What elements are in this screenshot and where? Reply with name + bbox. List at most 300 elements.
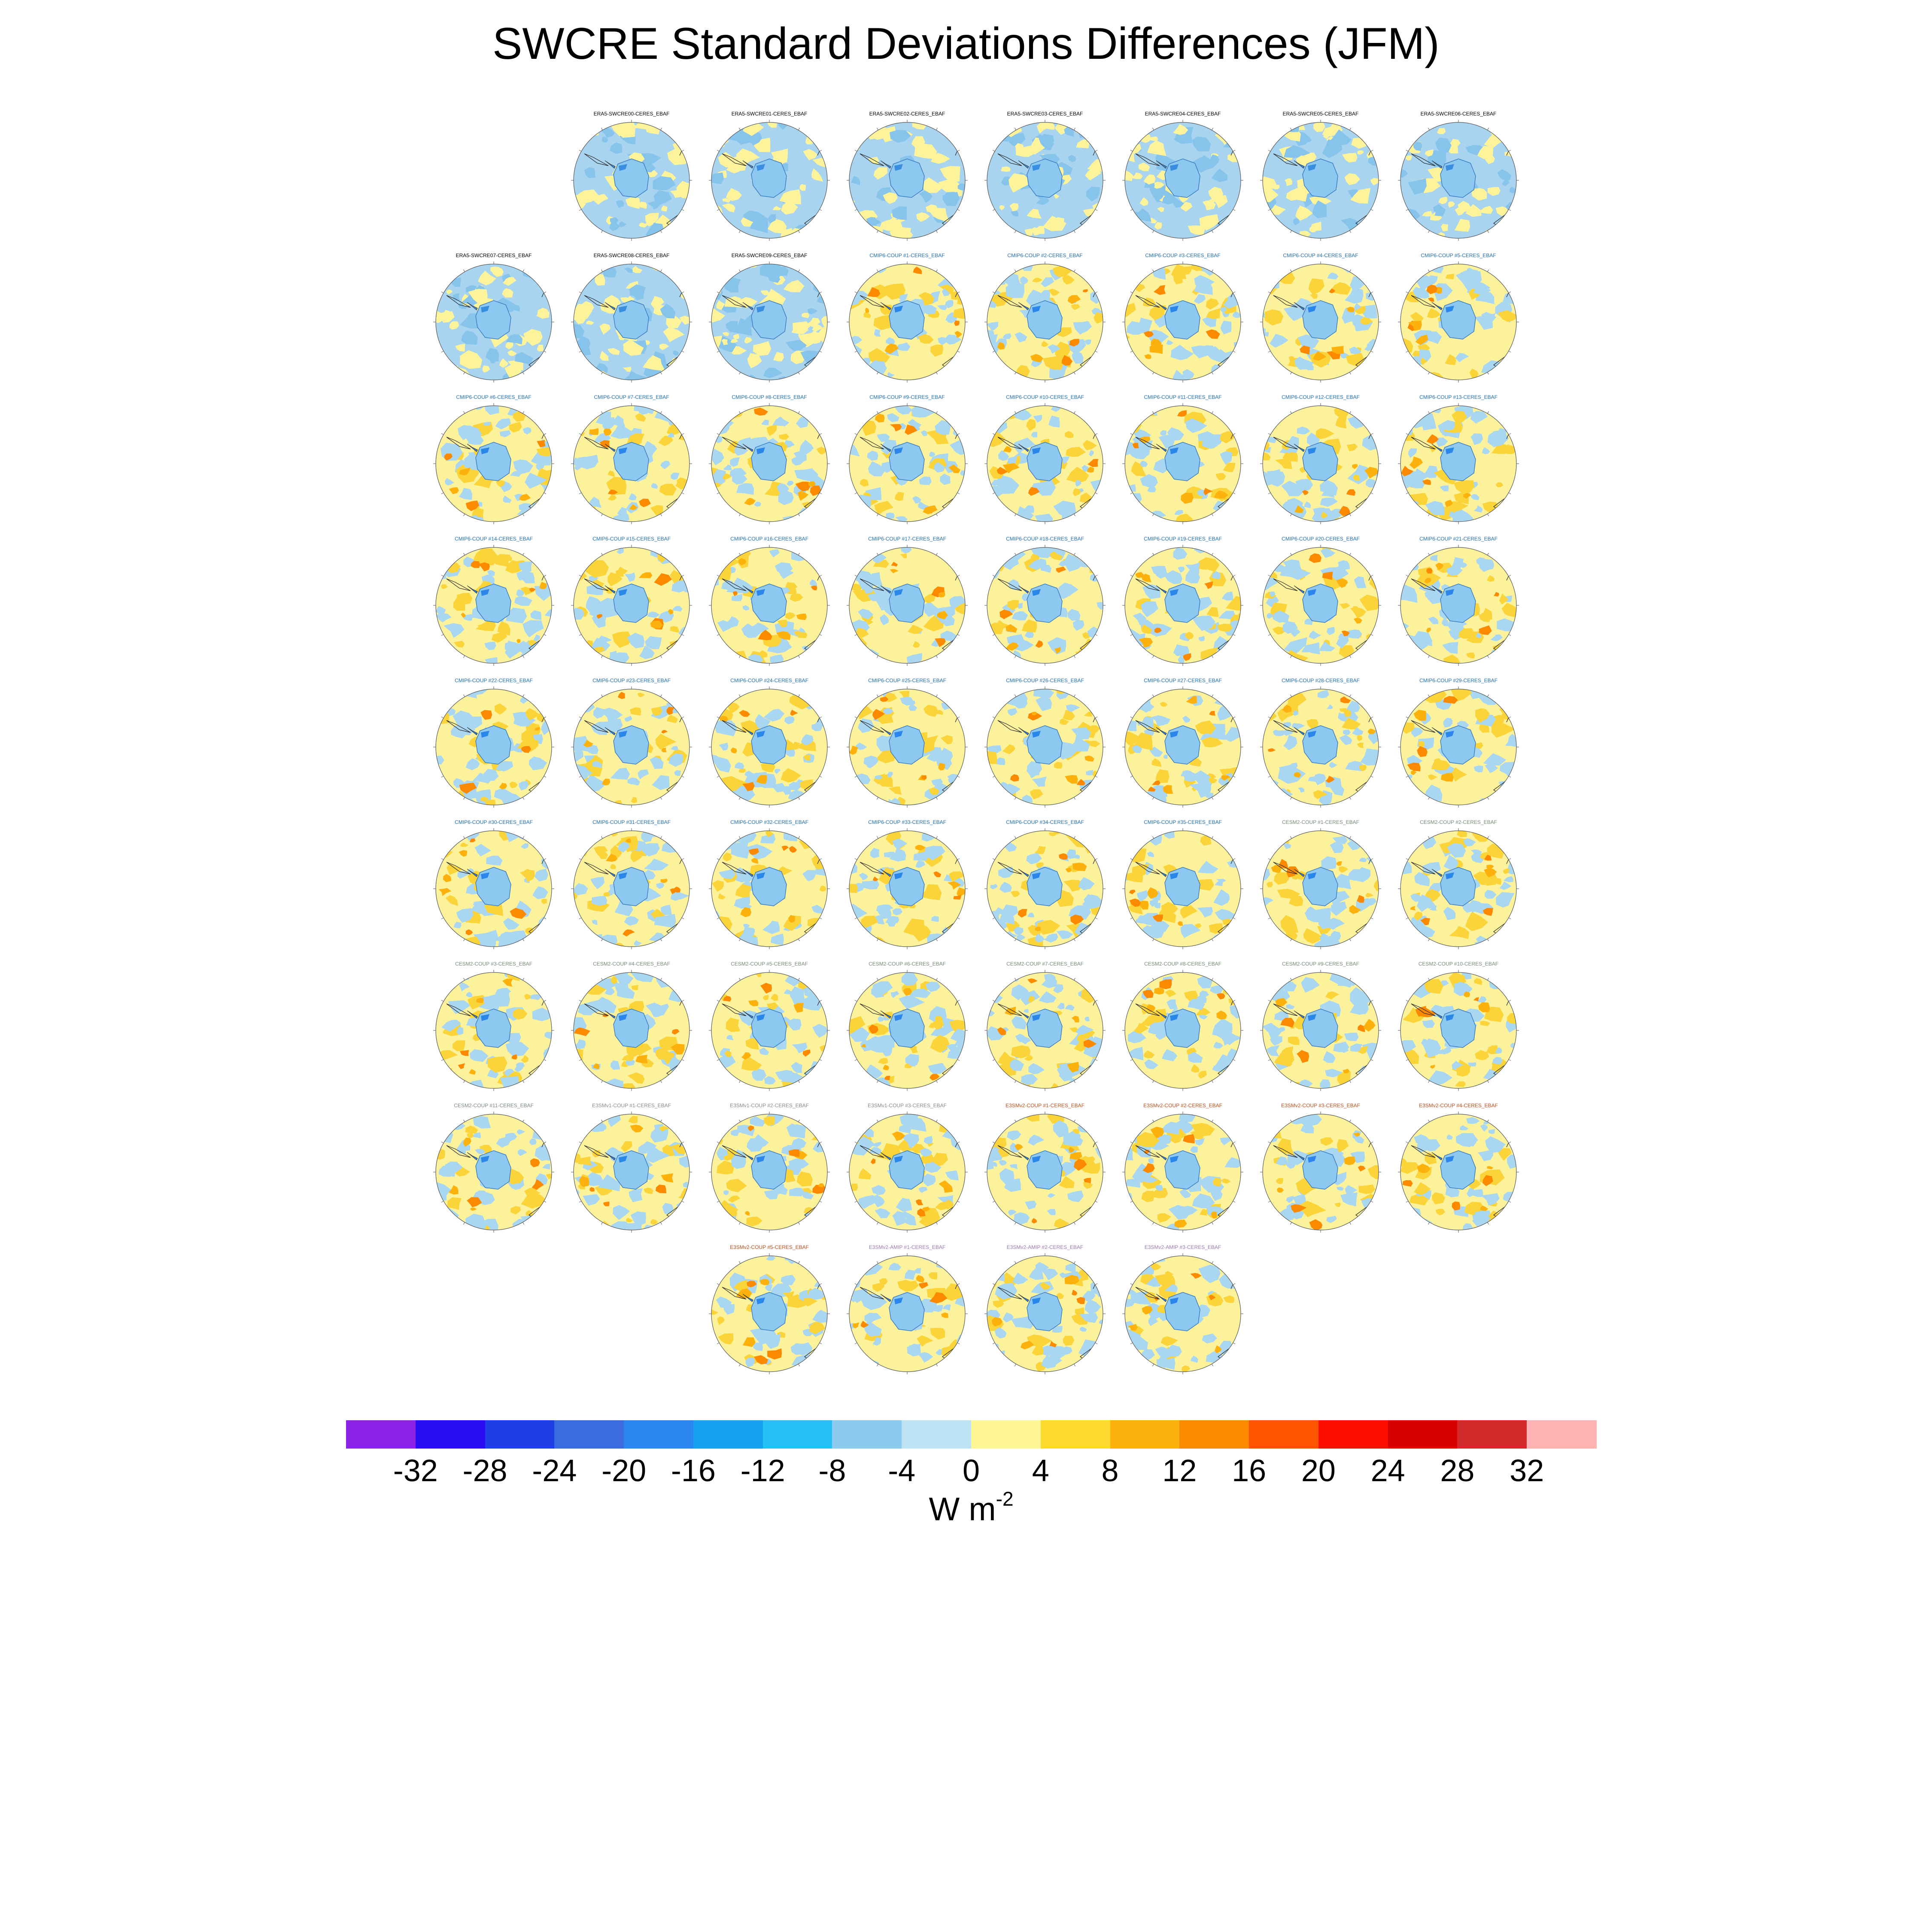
field-patch (952, 829, 969, 844)
field-patch (1001, 167, 1010, 172)
longitude-tick (993, 1142, 995, 1143)
field-patch (943, 1112, 969, 1127)
field-patch (847, 656, 860, 667)
longitude-tick (1428, 514, 1430, 516)
longitude-tick (682, 918, 684, 919)
panel-title: CMIP6-COUP #21-CERES_EBAF (1419, 536, 1498, 542)
longitude-tick (1291, 270, 1292, 272)
field-patch (1091, 219, 1100, 227)
longitude-tick (1428, 270, 1430, 272)
longitude-tick (579, 434, 581, 435)
longitude-tick (1130, 918, 1133, 919)
longitude-tick (661, 797, 662, 799)
field-patch (805, 932, 822, 949)
field-patch (953, 549, 966, 563)
longitude-tick (877, 836, 878, 838)
longitude-tick (1291, 411, 1292, 413)
field-patch (854, 495, 871, 507)
longitude-tick (579, 493, 581, 494)
longitude-tick (1233, 1060, 1235, 1061)
longitude-tick (1212, 128, 1213, 130)
longitude-tick (717, 776, 719, 778)
longitude-tick (957, 575, 960, 577)
longitude-tick (877, 514, 878, 516)
longitude-tick (1509, 635, 1511, 636)
field-patch (1090, 1113, 1109, 1128)
map-panel (567, 394, 696, 536)
field-patch (729, 1085, 737, 1091)
field-patch (712, 1077, 720, 1083)
longitude-tick (855, 150, 857, 152)
field-patch (1094, 368, 1107, 375)
longitude-tick (464, 939, 465, 941)
field-patch (1502, 280, 1510, 285)
longitude-tick (855, 1201, 857, 1203)
longitude-tick (936, 128, 938, 130)
field-patch (1124, 493, 1142, 504)
longitude-tick (1233, 1000, 1235, 1002)
map-panel (567, 677, 696, 819)
longitude-tick (1153, 978, 1154, 980)
longitude-tick (1095, 1201, 1097, 1203)
panel-title: CESM2-COUP #11-CERES_EBAF (454, 1103, 534, 1109)
field-patch (1364, 259, 1385, 279)
field-patch (853, 216, 866, 226)
panel-title: E3SMv1-COUP #2-CERES_EBAF (730, 1103, 809, 1109)
longitude-tick (1015, 695, 1016, 697)
polar-map (705, 258, 834, 391)
field-patch (573, 643, 586, 652)
longitude-tick (1371, 351, 1373, 352)
field-patch (869, 684, 879, 695)
longitude-tick (936, 1120, 938, 1122)
field-patch (1135, 697, 1151, 711)
longitude-tick (936, 372, 938, 374)
field-patch (655, 120, 660, 125)
longitude-tick (464, 514, 465, 516)
field-patch (1360, 364, 1378, 374)
field-patch (1088, 546, 1106, 559)
longitude-tick (717, 717, 719, 718)
field-patch (1414, 375, 1422, 383)
longitude-tick (579, 1000, 581, 1002)
field-patch (1500, 692, 1513, 702)
field-patch (1404, 424, 1412, 431)
longitude-tick (1406, 210, 1408, 211)
longitude-tick (1074, 1222, 1075, 1224)
map-panel (1256, 111, 1385, 252)
longitude-tick (820, 434, 822, 435)
longitude-tick (855, 859, 857, 860)
polar-map (567, 1108, 696, 1241)
panel-title: CMIP6-COUP #35-CERES_EBAF (1144, 819, 1222, 825)
longitude-tick (717, 859, 719, 860)
field-patch (1118, 267, 1131, 279)
longitude-tick (1371, 776, 1373, 778)
field-patch (1087, 1208, 1104, 1223)
longitude-tick (1291, 128, 1292, 130)
field-patch (954, 783, 963, 789)
longitude-tick (993, 575, 995, 577)
field-patch (943, 656, 958, 667)
longitude-tick (1015, 836, 1016, 838)
longitude-tick (523, 1081, 524, 1083)
field-patch (1213, 123, 1221, 130)
longitude-tick (1509, 210, 1511, 211)
field-patch (1233, 829, 1247, 841)
longitude-tick (1095, 1142, 1097, 1143)
map-panel (1118, 1103, 1247, 1244)
polar-map (705, 966, 834, 1099)
field-patch (1355, 693, 1364, 702)
longitude-tick (1153, 411, 1154, 413)
field-patch (1008, 261, 1019, 270)
field-patch (927, 258, 939, 270)
longitude-tick (936, 514, 938, 516)
longitude-tick (1268, 859, 1270, 860)
longitude-tick (855, 493, 857, 494)
field-patch (592, 969, 606, 978)
longitude-tick (877, 939, 878, 941)
longitude-tick (1509, 493, 1511, 494)
panel-title: CMIP6-COUP #22-CERES_EBAF (455, 677, 533, 683)
field-patch (791, 548, 812, 562)
field-patch (1493, 234, 1506, 243)
field-patch (676, 654, 689, 662)
field-patch (1395, 928, 1405, 937)
longitude-tick (1406, 1000, 1408, 1002)
field-patch (430, 371, 445, 382)
longitude-tick (441, 1060, 444, 1061)
panel-title: CMIP6-COUP #27-CERES_EBAF (1144, 677, 1222, 683)
longitude-tick (993, 1201, 995, 1203)
longitude-tick (799, 978, 800, 980)
longitude-tick (820, 635, 822, 636)
longitude-tick (1371, 434, 1373, 435)
longitude-tick (855, 575, 857, 577)
polar-map (843, 824, 972, 957)
longitude-tick (799, 1081, 800, 1083)
longitude-tick (957, 150, 960, 152)
panel-title: CMIP6-COUP #32-CERES_EBAF (730, 819, 808, 825)
longitude-tick (1095, 434, 1097, 435)
field-patch (539, 411, 558, 430)
map-panel (1118, 677, 1247, 819)
map-panel (1256, 252, 1385, 394)
longitude-tick (1212, 939, 1213, 941)
field-patch (812, 1078, 828, 1094)
panel-title: CMIP6-COUP #1-CERES_EBAF (869, 252, 945, 258)
field-patch (950, 801, 957, 808)
field-patch (1233, 552, 1244, 561)
longitude-tick (1095, 859, 1097, 860)
field-patch (520, 1216, 541, 1229)
field-patch (1094, 988, 1109, 1003)
field-patch (1121, 643, 1137, 654)
longitude-tick (1291, 553, 1292, 555)
field-patch (1408, 228, 1426, 246)
map-panel (429, 677, 558, 819)
longitude-tick (1428, 372, 1430, 374)
field-patch (939, 793, 949, 801)
panel-title: CMIP6-COUP #19-CERES_EBAF (1144, 536, 1222, 542)
panel-title: CESM2-COUP #5-CERES_EBAF (731, 961, 808, 967)
longitude-tick (855, 1000, 857, 1002)
longitude-tick (661, 514, 662, 516)
longitude-tick (1268, 1060, 1270, 1061)
longitude-tick (544, 434, 546, 435)
polar-map (1118, 683, 1247, 816)
longitude-tick (1428, 411, 1430, 413)
longitude-tick (1350, 836, 1351, 838)
longitude-tick (1488, 1081, 1489, 1083)
field-patch (526, 372, 537, 380)
longitude-tick (682, 351, 684, 352)
longitude-tick (544, 1060, 546, 1061)
field-patch (1274, 651, 1285, 657)
longitude-tick (1153, 1081, 1154, 1083)
polar-map (705, 116, 834, 249)
field-patch (453, 800, 471, 811)
longitude-tick (957, 351, 960, 352)
longitude-tick (957, 493, 960, 494)
longitude-tick (877, 372, 878, 374)
field-patch (450, 1222, 468, 1236)
field-patch (541, 841, 559, 857)
longitude-tick (1488, 514, 1489, 516)
longitude-tick (936, 836, 938, 838)
polar-map (429, 683, 558, 816)
longitude-tick (1212, 1081, 1213, 1083)
map-panel (1256, 394, 1385, 536)
field-patch (429, 271, 449, 286)
field-patch (446, 406, 458, 416)
field-patch (843, 495, 857, 510)
field-patch (1362, 1082, 1370, 1086)
field-patch (1094, 357, 1109, 373)
longitude-tick (993, 150, 995, 152)
longitude-tick (579, 1060, 581, 1061)
longitude-tick (1015, 1120, 1016, 1122)
longitude-tick (877, 797, 878, 799)
field-patch (708, 565, 731, 580)
map-panel (429, 536, 558, 677)
field-patch (742, 258, 758, 268)
field-patch (1118, 503, 1135, 513)
longitude-tick (464, 656, 465, 658)
panel-title: E3SMv2-COUP #2-CERES_EBAF (1143, 1103, 1222, 1109)
field-patch (1492, 799, 1504, 809)
longitude-tick (661, 695, 662, 697)
field-patch (437, 1113, 453, 1127)
panel-title: CMIP6-COUP #5-CERES_EBAF (1421, 252, 1496, 258)
field-patch (1489, 264, 1495, 270)
field-patch (957, 1136, 966, 1142)
longitude-tick (1406, 1060, 1408, 1061)
polar-map (1118, 258, 1247, 391)
longitude-tick (1212, 836, 1213, 838)
panel-title: CMIP6-COUP #24-CERES_EBAF (730, 677, 808, 683)
field-patch (1215, 692, 1232, 706)
panel-title: CMIP6-COUP #17-CERES_EBAF (868, 536, 946, 542)
field-patch (847, 884, 858, 893)
longitude-tick (877, 270, 878, 272)
longitude-tick (1406, 150, 1408, 152)
longitude-tick (1130, 575, 1133, 577)
longitude-tick (936, 553, 938, 555)
field-patch (848, 1076, 857, 1083)
longitude-tick (1015, 1222, 1016, 1224)
longitude-tick (855, 210, 857, 211)
field-patch (950, 654, 960, 660)
field-patch (1083, 403, 1091, 410)
longitude-tick (601, 514, 603, 516)
longitude-tick (957, 635, 960, 636)
longitude-tick (544, 351, 546, 352)
longitude-tick (1350, 553, 1351, 555)
field-patch (1395, 914, 1407, 923)
field-patch (810, 1080, 823, 1089)
polar-map (429, 966, 558, 1099)
field-patch (622, 1083, 635, 1092)
field-patch (440, 544, 450, 553)
longitude-tick (799, 553, 800, 555)
longitude-tick (1291, 656, 1292, 658)
field-patch (473, 516, 484, 526)
map-panel (1394, 961, 1523, 1103)
longitude-tick (1428, 553, 1430, 555)
longitude-tick (993, 918, 995, 919)
field-patch (1394, 126, 1415, 141)
longitude-tick (441, 292, 444, 293)
polar-map (567, 966, 696, 1099)
longitude-tick (1015, 514, 1016, 516)
longitude-tick (682, 575, 684, 577)
field-patch (1085, 542, 1103, 560)
field-patch (1397, 690, 1416, 705)
longitude-tick (1509, 575, 1511, 577)
longitude-tick (1212, 695, 1213, 697)
longitude-tick (799, 656, 800, 658)
field-patch (1090, 648, 1099, 654)
field-patch (675, 1072, 692, 1087)
longitude-tick (523, 270, 524, 272)
field-patch (442, 365, 459, 377)
polar-map (1118, 116, 1247, 249)
map-panel (981, 111, 1109, 252)
map-panel (1394, 252, 1523, 394)
field-patch (1121, 277, 1133, 287)
field-patch (1074, 687, 1084, 693)
longitude-tick (1153, 656, 1154, 658)
longitude-tick (820, 859, 822, 860)
field-patch (1093, 226, 1109, 240)
field-patch (430, 563, 446, 580)
field-patch (711, 558, 726, 569)
longitude-tick (855, 1142, 857, 1143)
field-patch (847, 837, 866, 854)
longitude-tick (464, 1120, 465, 1122)
longitude-tick (1509, 1060, 1511, 1061)
polar-map (1256, 541, 1385, 674)
field-patch (1503, 358, 1517, 369)
longitude-tick (682, 776, 684, 778)
field-patch (706, 984, 719, 992)
polar-map (567, 541, 696, 674)
field-patch (1507, 269, 1522, 280)
polar-map (843, 399, 972, 532)
longitude-tick (682, 717, 684, 718)
longitude-tick (1095, 493, 1097, 494)
longitude-tick (739, 372, 741, 374)
panel-title: CMIP6-COUP #4-CERES_EBAF (1283, 252, 1358, 258)
longitude-tick (855, 1060, 857, 1061)
polar-map (981, 1108, 1109, 1241)
polar-map (705, 824, 834, 957)
longitude-tick (1350, 939, 1351, 941)
field-patch (708, 119, 723, 133)
longitude-tick (579, 859, 581, 860)
longitude-tick (601, 656, 603, 658)
longitude-tick (1074, 797, 1075, 799)
longitude-tick (1095, 635, 1097, 636)
field-patch (1231, 369, 1247, 382)
longitude-tick (523, 695, 524, 697)
field-patch (817, 565, 827, 576)
longitude-tick (1074, 1120, 1075, 1122)
longitude-tick (1130, 1000, 1133, 1002)
field-patch (679, 1077, 690, 1087)
longitude-tick (1233, 210, 1235, 211)
longitude-tick (717, 1060, 719, 1061)
longitude-tick (1153, 514, 1154, 516)
field-patch (1265, 365, 1271, 370)
longitude-tick (993, 776, 995, 778)
longitude-tick (464, 372, 465, 374)
longitude-tick (1268, 635, 1270, 636)
polar-map (567, 824, 696, 957)
field-patch (1412, 936, 1418, 941)
longitude-tick (1212, 978, 1213, 980)
longitude-tick (1074, 411, 1075, 413)
field-patch (848, 1184, 858, 1191)
field-patch (436, 1081, 446, 1088)
polar-map (429, 258, 558, 391)
field-patch (677, 1078, 696, 1095)
map-panel (843, 111, 972, 252)
longitude-tick (601, 978, 603, 980)
longitude-tick (1488, 128, 1489, 130)
field-patch (721, 513, 731, 520)
field-patch (1090, 1126, 1100, 1132)
panel-title: CMIP6-COUP #8-CERES_EBAF (732, 394, 807, 400)
longitude-tick (579, 776, 581, 778)
longitude-tick (1371, 1060, 1373, 1061)
map-panel (843, 536, 972, 677)
panel-title: CMIP6-COUP #18-CERES_EBAF (1006, 536, 1084, 542)
polar-map (1394, 683, 1523, 816)
longitude-tick (1509, 351, 1511, 352)
longitude-tick (717, 351, 719, 352)
longitude-tick (523, 372, 524, 374)
field-patch (680, 994, 688, 999)
longitude-tick (544, 635, 546, 636)
polar-map (843, 1108, 972, 1241)
longitude-tick (855, 434, 857, 435)
field-patch (590, 127, 600, 136)
longitude-tick (1212, 656, 1213, 658)
field-patch (429, 911, 441, 920)
